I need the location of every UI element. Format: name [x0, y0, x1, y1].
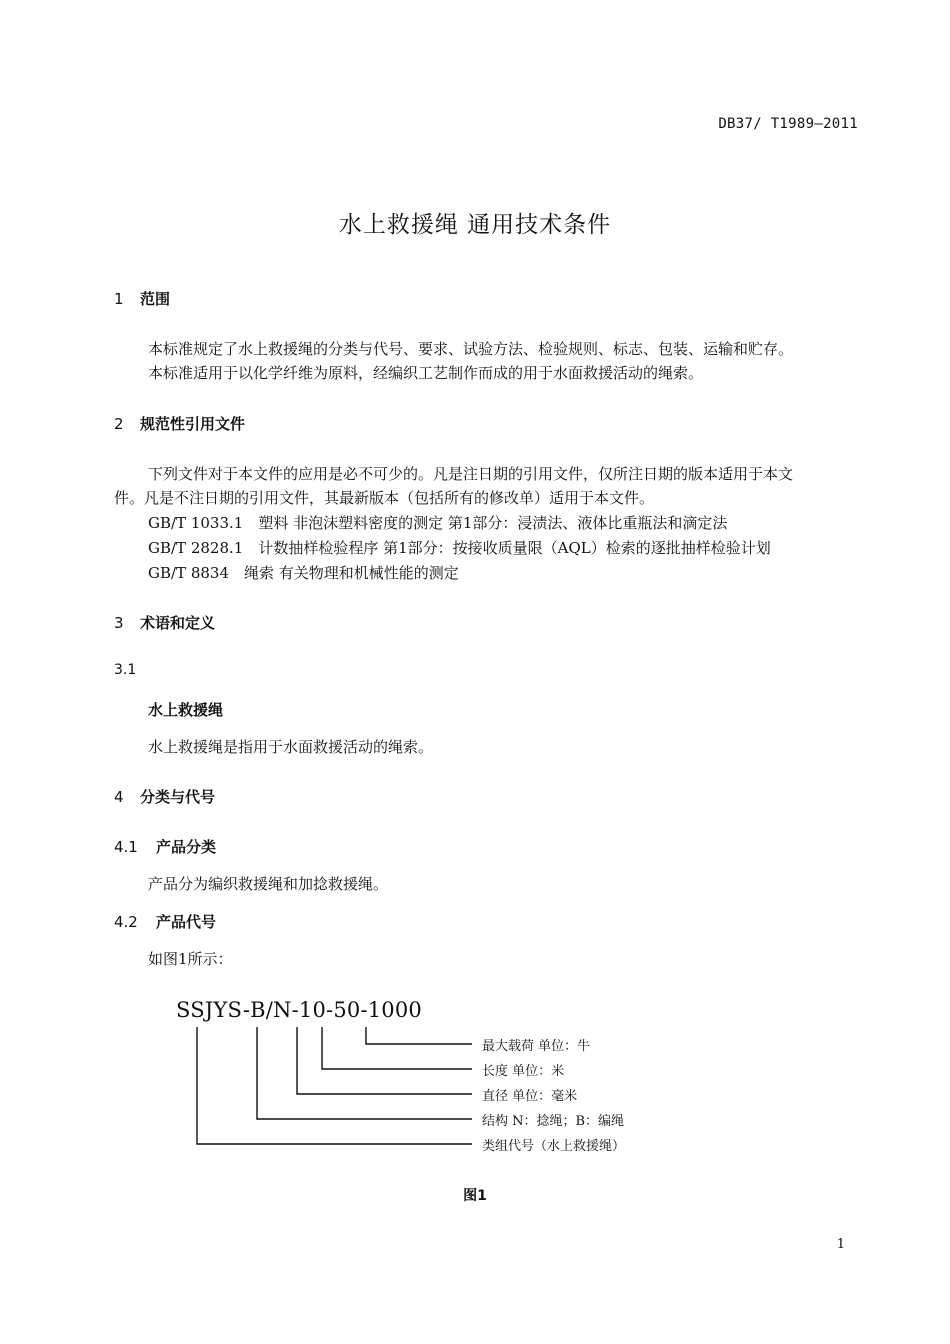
leader-line-diameter	[297, 1027, 472, 1094]
section-number: 2	[114, 415, 124, 433]
section-number: 4	[114, 788, 124, 806]
document-number: DB37/ T1989—2011	[718, 116, 858, 132]
subsection-number: 4.2	[114, 913, 138, 931]
section-title: 规范性引用文件	[140, 415, 246, 433]
subsection-number: 4.1	[114, 838, 138, 856]
figure-label-category: 类组代号（水上救援绳）	[482, 1139, 626, 1154]
section-title: 分类与代号	[140, 788, 216, 806]
paragraph: 本标准适用于以化学纤维为原料，经编织工艺制作而成的用于水面救援活动的绳索。	[148, 364, 704, 382]
paragraph: 产品分为编织救援绳和加捻救援绳。	[148, 875, 389, 893]
leader-line-max-load	[366, 1027, 472, 1044]
reference-item: GB/T 2828.1 计数抽样检验程序 第1部分：按接收质量限（AQL）检索的逐批抽样检验计划	[148, 539, 771, 557]
section-title: 术语和定义	[140, 614, 216, 632]
figure-label-length: 长度 单位：米	[482, 1064, 565, 1079]
subsection-number: 3.1	[114, 662, 137, 678]
paragraph: 本标准规定了水上救援绳的分类与代号、要求、试验方法、检验规则、标志、包装、运输和贮存。	[148, 340, 794, 358]
reference-item: GB/T 1033.1 塑料 非泡沫塑料密度的测定 第1部分：浸渍法、液体比重瓶法和滴定法	[148, 514, 728, 532]
product-code: SSJYS-B/N-10-50-1000	[176, 998, 422, 1022]
subsection-title: 产品分类	[156, 838, 217, 856]
leader-line-structure	[257, 1027, 472, 1119]
leader-line-length	[322, 1027, 472, 1069]
page-number: 1	[836, 1237, 845, 1252]
reference-item: GB/T 8834 绳索 有关物理和机械性能的测定	[148, 564, 459, 582]
paragraph-line: 件。凡是不注日期的引用文件，其最新版本（包括所有的修改单）适用于本文件。	[114, 489, 655, 507]
term-name: 水上救援绳	[148, 701, 224, 719]
section-number: 3	[114, 614, 124, 632]
paragraph: 如图1所示：	[148, 950, 233, 968]
figure-caption: 图1	[463, 1188, 487, 1204]
figure-label-max-load: 最大载荷 单位：牛	[482, 1039, 591, 1054]
figure-label-diameter: 直径 单位：毫米	[482, 1089, 578, 1104]
subsection-title: 产品代号	[156, 913, 217, 931]
section-number: 1	[114, 290, 124, 308]
section-title: 范围	[140, 290, 171, 308]
term-definition: 水上救援绳是指用于水面救援活动的绳索。	[148, 738, 434, 756]
paragraph-line: 下列文件对于本文件的应用是必不可少的。凡是注日期的引用文件，仅所注日期的版本适用于本文	[148, 465, 794, 483]
page-title: 水上救援绳 通用技术条件	[338, 212, 612, 238]
figure-label-structure: 结构 N：捻绳；B：编绳	[482, 1114, 625, 1129]
